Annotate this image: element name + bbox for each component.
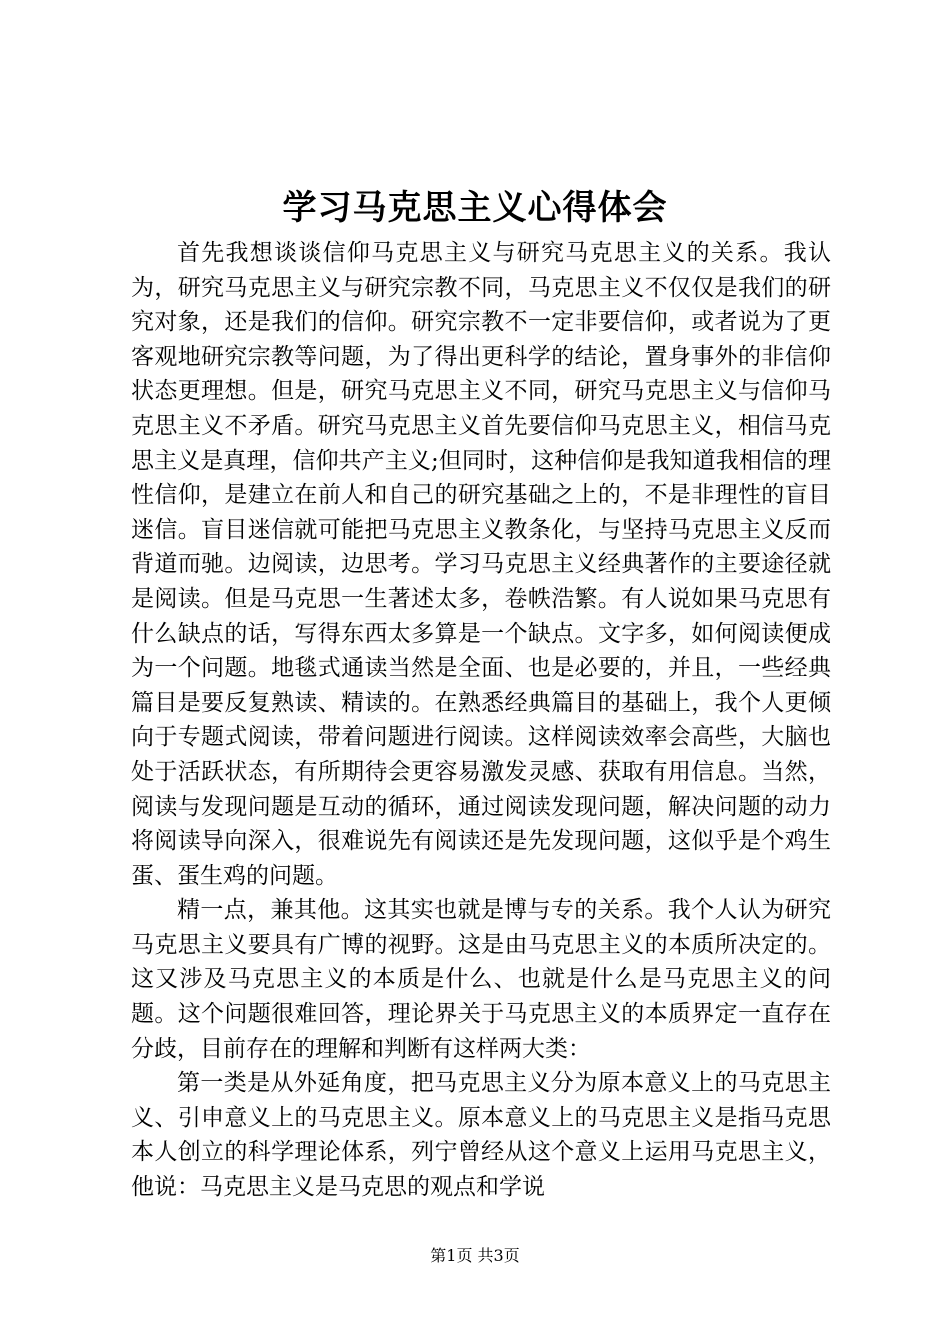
document-title: 学习马克思主义心得体会 <box>282 188 668 228</box>
paragraph: 第一类是从外延角度，把马克思主义分为原本意义上的马克思主义、引申意义上的马克思主义。原本意义上的马克思主义是指马克思本人创立的科学理论体系，列宁曾经从这个意义上运用马克思主义，他说：马克思主义是马克思的观点和学说 <box>131 1070 831 1201</box>
paragraph: 精一点，兼其他。这其实也就是博与专的关系。我个人认为研究马克思主义要具有广博的视野。这是由马克思主义的本质所决定的。这又涉及马克思主义的本质是什么、也就是什么是马克思主义的问题。这个问题很难回答，理论界关于马克思主义的本质界定一直存在分歧，目前存在的理解和判断有这样两大类： <box>131 897 831 1062</box>
page-footer: 第1页 共3页 <box>430 1246 520 1265</box>
paragraph: 首先我想谈谈信仰马克思主义与研究马克思主义的关系。我认为，研究马克思主义与研究宗教不同，马克思主义不仅仅是我们的研究对象，还是我们的信仰。研究宗教不一定非要信仰，或者说为了更客观地研究宗教等问题，为了得出更科学的结论，置身事外的非信仰状态更理想。但是，研究马克思主义不同，研究马克思主义与信仰马克思主义不矛盾。研究马克思主义首先要信仰马克思主义，相信马克思主义是真理，信仰共产主义;但同时，这种信仰是我知道我相信的理性信仰，是建立在前人和自己的研究基础之上的，不是非理性的盲目迷信。盲目迷信就可能把马克思主义教条化，与坚持马克思主义反而背道而驰。边阅读，边思考。学习马克思主义经典著作的主要途径就是阅读。但是马克思一生著述太多，卷帙浩繁。有人说如果马克思有什么缺点的话，写得东西太多算是一个缺点。文字多，如何阅读便成为一个问题。地毯式通读当然是全面、也是必要的，并且，一些经典篇目是要反复熟读、精读的。在熟悉经典篇目的基础上，我个人更倾向于专题式阅读，带着问题进行阅读。这样阅读效率会高些，大脑也处于活跃状态，有所期待会更容易激发灵感、获取有用信息。当然，阅读与发现问题是互动的循环，通过阅读发现问题，解决问题的动力将阅读导向深入，很难说先有阅读还是先发现问题，这似乎是个鸡生蛋、蛋生鸡的问题。 <box>131 240 831 889</box>
document-body <box>131 236 831 1205</box>
